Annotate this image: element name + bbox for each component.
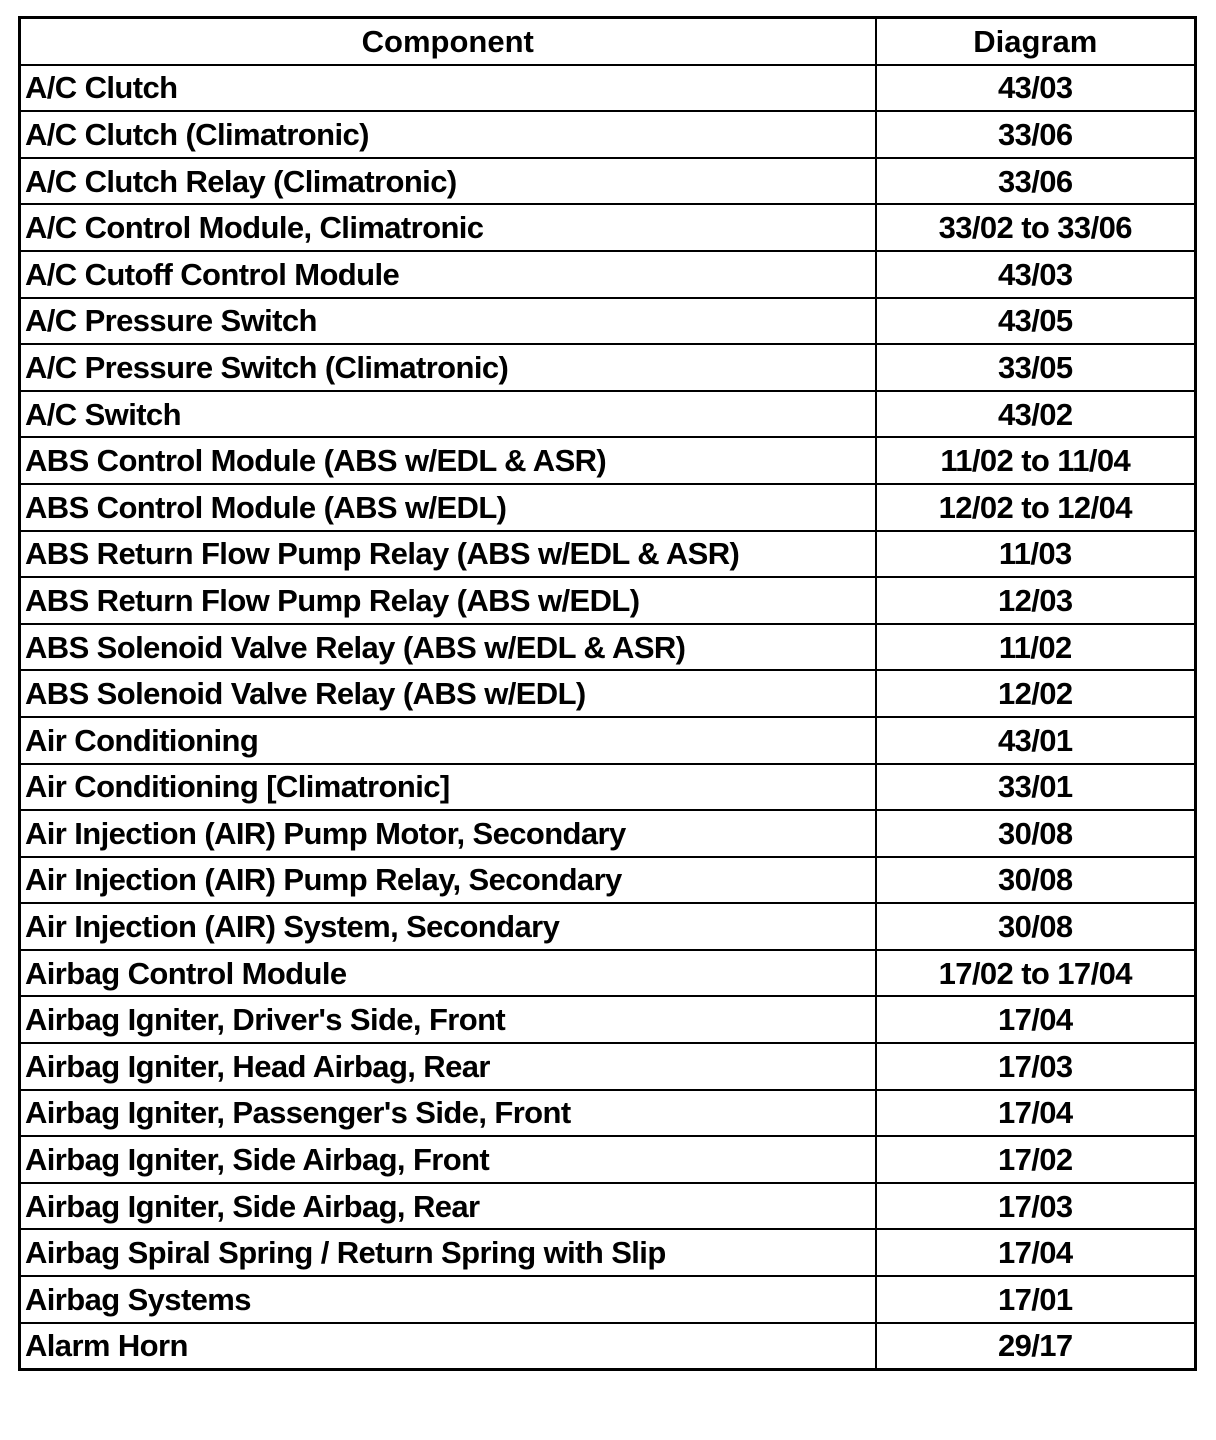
component-cell: A/C Pressure Switch xyxy=(20,298,876,345)
table-row xyxy=(20,298,1196,345)
diagram-cell: 11/02 xyxy=(876,624,1196,671)
diagram-cell: 30/08 xyxy=(876,903,1196,950)
component-cell: ABS Return Flow Pump Relay (ABS w/EDL) xyxy=(20,577,876,624)
table-row xyxy=(20,857,1196,904)
component-cell: Airbag Igniter, Driver's Side, Front xyxy=(20,996,876,1043)
diagram-cell: 33/06 xyxy=(876,111,1196,158)
component-cell: Airbag Control Module xyxy=(20,950,876,997)
component-cell: A/C Pressure Switch (Climatronic) xyxy=(20,344,876,391)
component-diagram-table-wrapper xyxy=(18,16,1194,1371)
table-row xyxy=(20,1043,1196,1090)
component-cell: Airbag Igniter, Head Airbag, Rear xyxy=(20,1043,876,1090)
table-row xyxy=(20,391,1196,438)
table-row xyxy=(20,111,1196,158)
diagram-cell: 12/03 xyxy=(876,577,1196,624)
diagram-cell: 17/02 xyxy=(876,1136,1196,1183)
component-cell: Air Injection (AIR) System, Secondary xyxy=(20,903,876,950)
table-body xyxy=(20,65,1196,1370)
table-row xyxy=(20,996,1196,1043)
table-row xyxy=(20,437,1196,484)
table-row xyxy=(20,204,1196,251)
table-row xyxy=(20,950,1196,997)
component-cell: ABS Return Flow Pump Relay (ABS w/EDL & ASR) xyxy=(20,531,876,578)
diagram-cell: 33/06 xyxy=(876,158,1196,205)
table-row xyxy=(20,158,1196,205)
component-cell: A/C Clutch Relay (Climatronic) xyxy=(20,158,876,205)
diagram-cell: 17/04 xyxy=(876,1229,1196,1276)
column-header-diagram: Diagram xyxy=(876,18,1196,65)
table-row xyxy=(20,344,1196,391)
table-row xyxy=(20,65,1196,112)
table-row xyxy=(20,251,1196,298)
table-row xyxy=(20,1276,1196,1323)
table-row xyxy=(20,484,1196,531)
diagram-cell: 17/03 xyxy=(876,1183,1196,1230)
table-row xyxy=(20,531,1196,578)
diagram-cell: 30/08 xyxy=(876,857,1196,904)
component-cell: Air Conditioning [Climatronic] xyxy=(20,764,876,811)
component-cell: ABS Control Module (ABS w/EDL & ASR) xyxy=(20,437,876,484)
table-row xyxy=(20,717,1196,764)
component-cell: Airbag Spiral Spring / Return Spring with Slip xyxy=(20,1229,876,1276)
component-cell: Air Injection (AIR) Pump Motor, Secondary xyxy=(20,810,876,857)
component-cell: ABS Control Module (ABS w/EDL) xyxy=(20,484,876,531)
diagram-cell: 17/04 xyxy=(876,996,1196,1043)
table-row xyxy=(20,1229,1196,1276)
component-cell: A/C Control Module, Climatronic xyxy=(20,204,876,251)
table-row xyxy=(20,670,1196,717)
diagram-cell: 33/02 to 33/06 xyxy=(876,204,1196,251)
component-cell: Air Conditioning xyxy=(20,717,876,764)
component-diagram-table xyxy=(18,16,1197,1371)
table-row xyxy=(20,1136,1196,1183)
table-row xyxy=(20,1090,1196,1137)
header-row xyxy=(20,18,1196,65)
component-cell: Airbag Igniter, Side Airbag, Rear xyxy=(20,1183,876,1230)
component-cell: Air Injection (AIR) Pump Relay, Secondary xyxy=(20,857,876,904)
component-cell: Alarm Horn xyxy=(20,1323,876,1370)
diagram-cell: 12/02 to 12/04 xyxy=(876,484,1196,531)
component-cell: A/C Clutch (Climatronic) xyxy=(20,111,876,158)
diagram-cell: 30/08 xyxy=(876,810,1196,857)
diagram-cell: 43/03 xyxy=(876,251,1196,298)
table-row xyxy=(20,577,1196,624)
table-row xyxy=(20,624,1196,671)
diagram-cell: 33/01 xyxy=(876,764,1196,811)
component-cell: Airbag Systems xyxy=(20,1276,876,1323)
table-header xyxy=(20,18,1196,65)
diagram-cell: 43/03 xyxy=(876,65,1196,112)
diagram-cell: 17/01 xyxy=(876,1276,1196,1323)
column-header-component: Component xyxy=(20,18,876,65)
diagram-cell: 11/02 to 11/04 xyxy=(876,437,1196,484)
diagram-cell: 12/02 xyxy=(876,670,1196,717)
diagram-cell: 17/02 to 17/04 xyxy=(876,950,1196,997)
component-cell: Airbag Igniter, Side Airbag, Front xyxy=(20,1136,876,1183)
component-cell: A/C Cutoff Control Module xyxy=(20,251,876,298)
table-row xyxy=(20,810,1196,857)
table-row xyxy=(20,764,1196,811)
diagram-cell: 43/01 xyxy=(876,717,1196,764)
component-cell: Airbag Igniter, Passenger's Side, Front xyxy=(20,1090,876,1137)
table-row xyxy=(20,1183,1196,1230)
component-cell: ABS Solenoid Valve Relay (ABS w/EDL) xyxy=(20,670,876,717)
component-cell: A/C Clutch xyxy=(20,65,876,112)
diagram-cell: 43/02 xyxy=(876,391,1196,438)
component-cell: ABS Solenoid Valve Relay (ABS w/EDL & ASR) xyxy=(20,624,876,671)
diagram-cell: 33/05 xyxy=(876,344,1196,391)
diagram-cell: 17/03 xyxy=(876,1043,1196,1090)
diagram-cell: 17/04 xyxy=(876,1090,1196,1137)
component-cell: A/C Switch xyxy=(20,391,876,438)
table-row xyxy=(20,1323,1196,1370)
diagram-cell: 11/03 xyxy=(876,531,1196,578)
diagram-cell: 29/17 xyxy=(876,1323,1196,1370)
diagram-cell: 43/05 xyxy=(876,298,1196,345)
table-row xyxy=(20,903,1196,950)
